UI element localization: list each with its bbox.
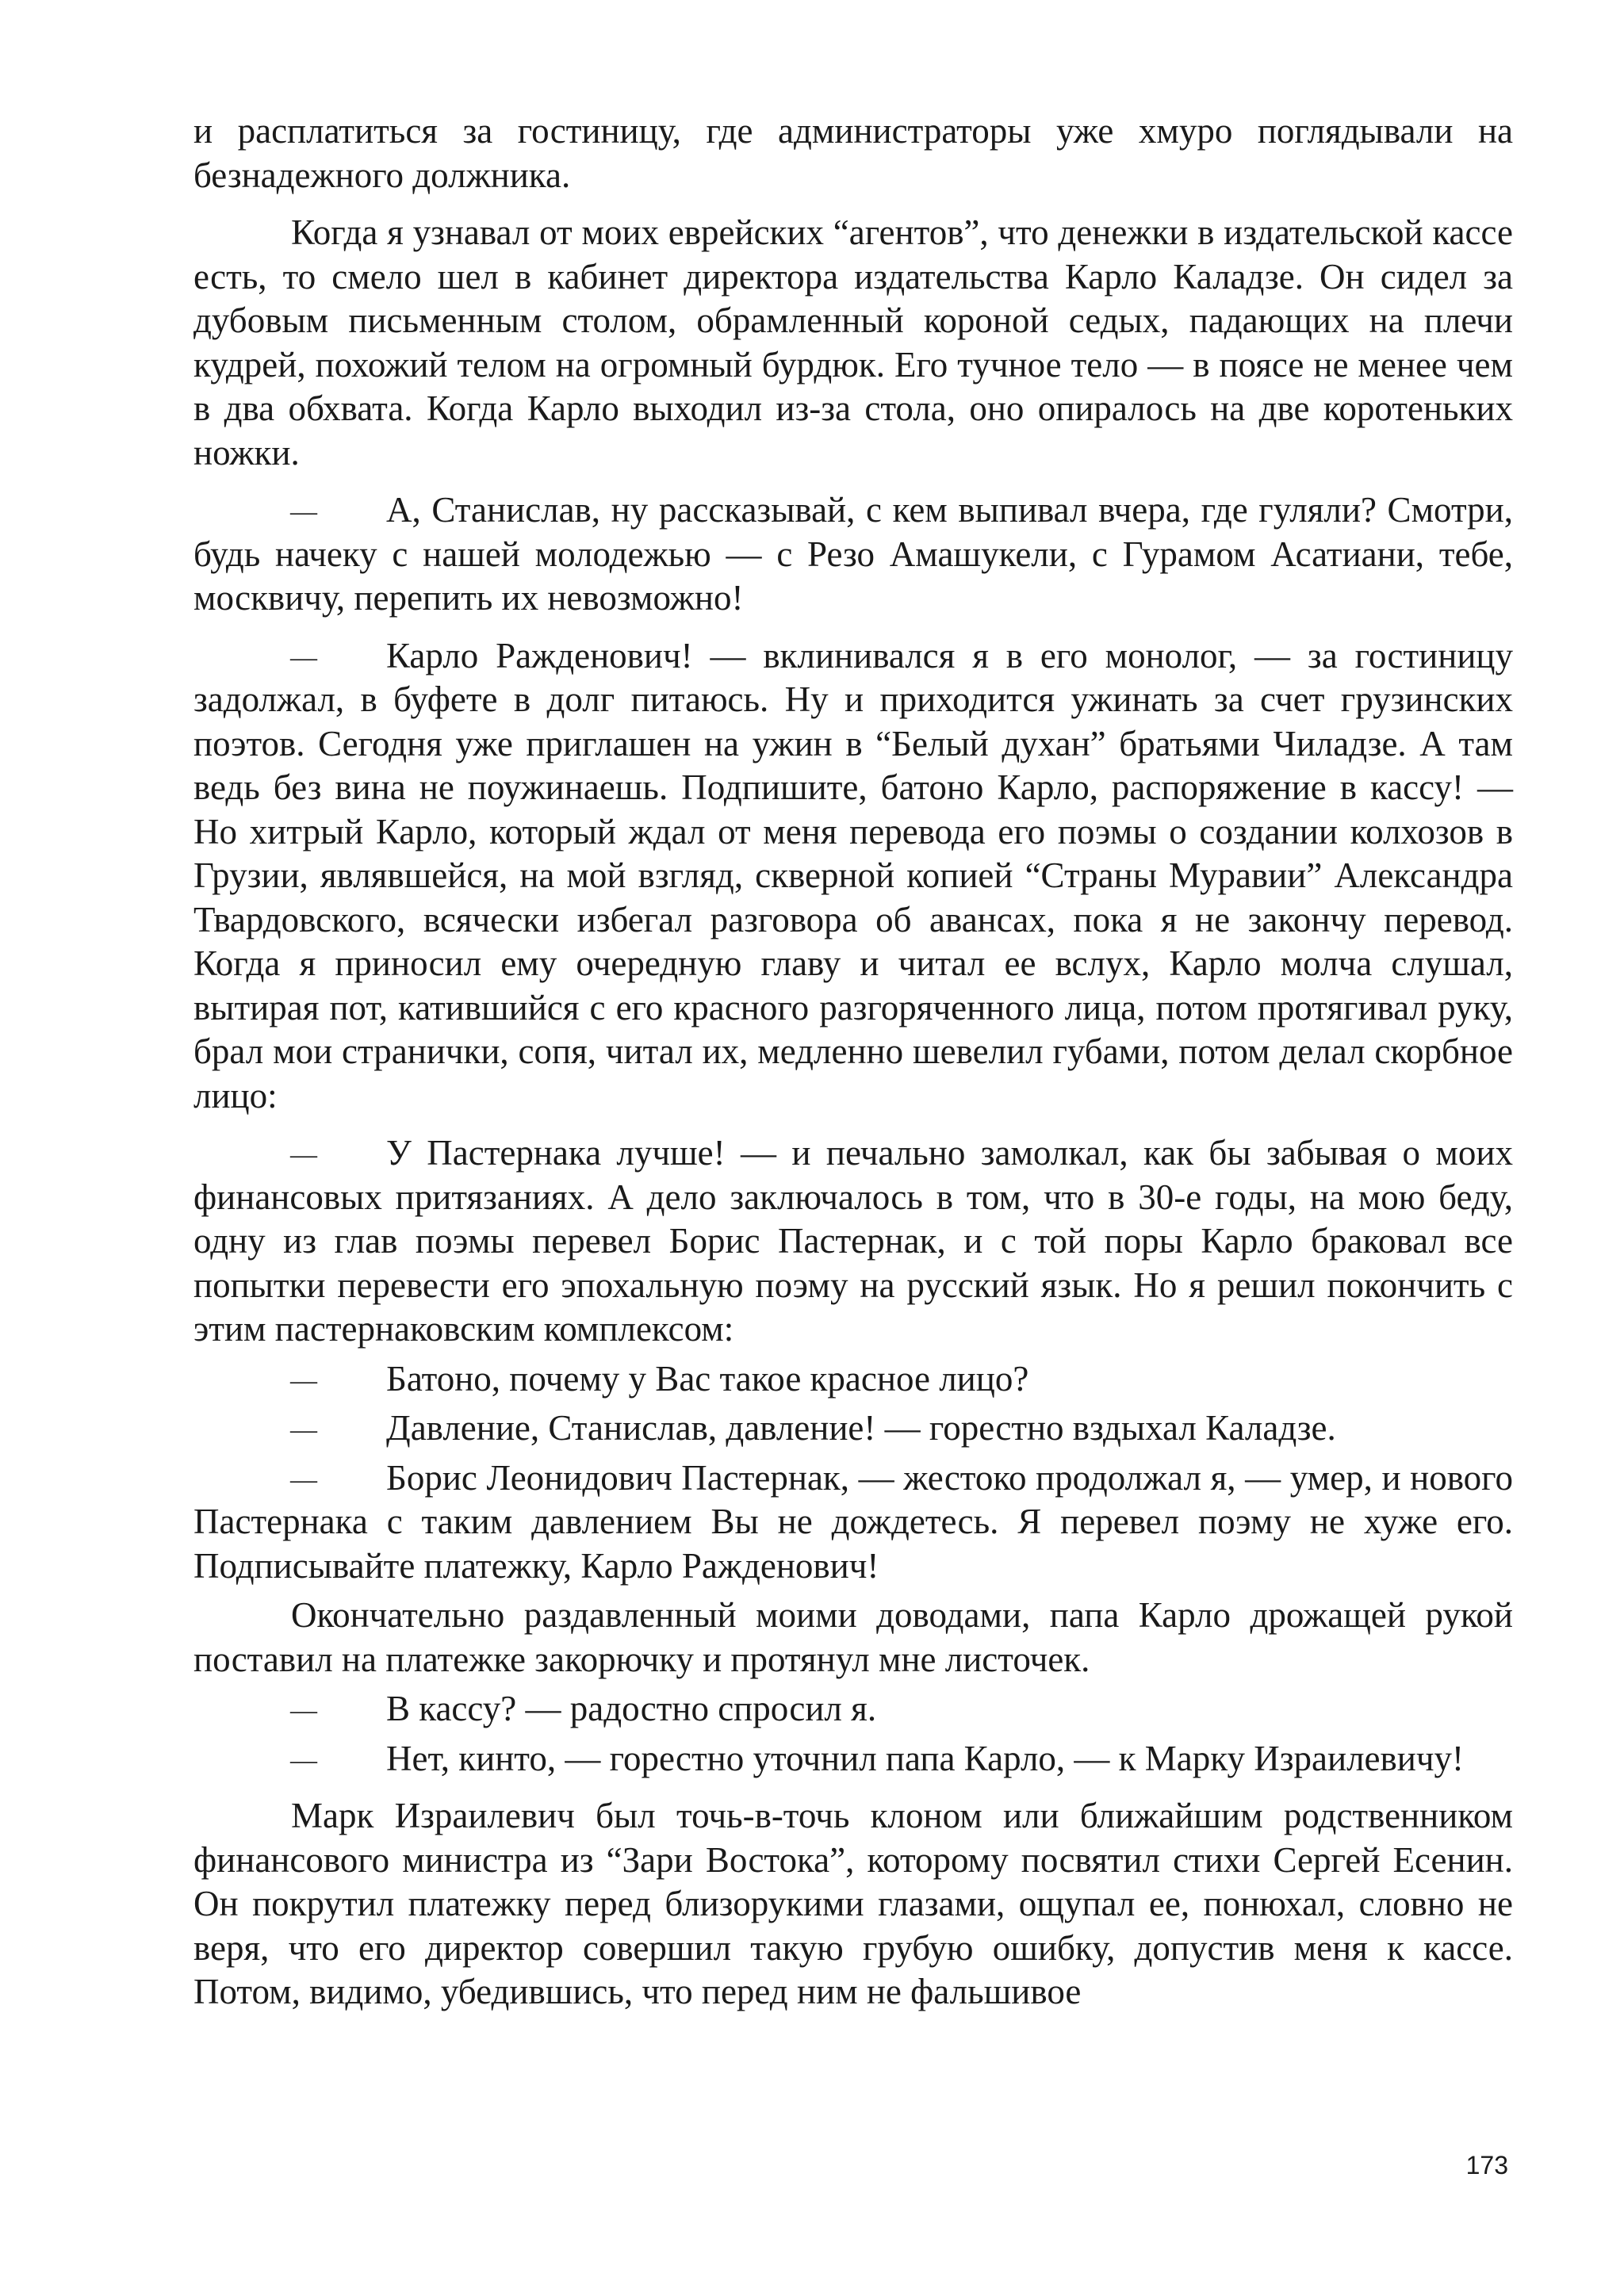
dialogue-text: Нет, кинто, — горестно уточнил папа Карло, — к Марку Израилевичу!	[386, 1738, 1464, 1778]
dialogue-paragraph	[193, 1406, 1513, 1451]
page-body	[193, 109, 1513, 2015]
dialogue-dash: —	[290, 497, 317, 526]
paragraph: Марк Израилевич был точь-в-точь клоном или ближайшим родственником финансового министра из “Зари Востока”, которому посвятил стихи Сергей Есенин. Он покрутил платежку перед близорукими глазами, ощупал ее, понюхал, словно не веря, что его директор совершил такую грубую ошибку, допустив меня к кассе. Потом, видимо, убедившись, что перед ним не фальшивое	[193, 1796, 1513, 2011]
dialogue-dash: —	[290, 1696, 317, 1725]
paragraph-continuation: и расплатиться за гостиницу, где администраторы уже хмуро поглядывали на безнадежного должника.	[193, 111, 1513, 195]
dialogue-paragraph	[193, 1456, 1513, 1589]
dialogue-paragraph	[193, 488, 1513, 621]
dialogue-text: Батоно, почему у Вас такое красное лицо?	[386, 1358, 1029, 1399]
dialogue-dash: —	[290, 1365, 317, 1395]
dialogue-text: В кассу? — радостно спросил я.	[386, 1689, 877, 1728]
dialogue-text: Борис Леонидович Пастернак, — жестоко продолжал я, — умер, и нового Пастернака с таким давлением Вы не дождетесь. Я перевел поэму не хуже его. Подписывайте платежку, Карло Ражденович!	[193, 1457, 1513, 1586]
paragraph: Окончательно раздавленный моими доводами, папа Карло дрожащей рукой поставил на платежке закорючку и протянул мне листочек.	[193, 1595, 1513, 1679]
dialogue-dash: —	[290, 1464, 317, 1494]
dialogue-paragraph	[193, 1687, 1513, 1732]
paragraph: Когда я узнавал от моих еврейских “агентов”, что денежки в издательской кассе есть, то смело шел в кабинет директора издательства Карло Каладзе. Он сидел за дубовым письменным столом, обрамленный короной седых, падающих на плечи кудрей, похожий телом на огромный бурдюк. Его тучное тело — в поясе не менее чем в два обхвата. Когда Карло выходил из-за стола, оно опиралось на две коротеньких ножки.	[193, 212, 1513, 473]
dialogue-paragraph	[193, 1737, 1513, 1781]
dialogue-text: У Пастернака лучше! — и печально замолкал, как бы забывая о моих финансовых притязаниях. А дело заключалось в том, что в 30-е годы, на мою беду, одну из глав поэмы перевел Борис Пастернак, и с той поры Карло браковал все попытки перевести его эпохальную поэму на русский язык. Но я решил покончить с этим пастернаковским комплексом:	[193, 1133, 1513, 1349]
dialogue-text: А, Станислав, ну рассказывай, с кем выпивал вчера, где гуляли? Смотри, будь начеку с нашей молодежью — с Резо Амашукели, с Гурамом Асатиани, тебе, москвичу, перепить их невозможно!	[193, 490, 1513, 618]
dialogue-dash: —	[290, 1140, 317, 1169]
dialogue-dash: —	[290, 642, 317, 672]
dialogue-paragraph	[193, 1131, 1513, 1352]
dialogue-dash: —	[290, 1745, 317, 1775]
dialogue-text: Карло Ражденович! — вклинивался я в его монолог, — за гостиницу задолжал, в буфете в долг питаюсь. Ну и приходится ужинать за счет грузинских поэтов. Сегодня уже приглашен на ужин в “Белый духан” братьями Чиладзе. А там ведь без вина не поужинаешь. Подпишите, батоно Карло, распоряжение в кассу! — Но хитрый Карло, который ждал от меня перевода его поэмы о создании колхозов в Грузии, являвшейся, на мой взгляд, скверной копией “Страны Муравии” Александра Твардовского, всячески избегал разговора об авансах, пока я не закончу перевод. Когда я приносил ему очередную главу и читал ее вслух, Карло молча слушал, вытирая пот, катившийся с его красного разгоряченного лица, потом протягивал руку, брал мои странички, сопя, читал их, медленно шевелил губами, потом делал скорбное лицо:	[193, 635, 1513, 1115]
page-number: 173	[1465, 2151, 1508, 2179]
dialogue-text: Давление, Станислав, давление! — горестно вздыхал Каладзе.	[386, 1408, 1336, 1448]
dialogue-paragraph	[193, 1357, 1513, 1402]
dialogue-paragraph	[193, 634, 1513, 1119]
dialogue-dash: —	[290, 1415, 317, 1445]
